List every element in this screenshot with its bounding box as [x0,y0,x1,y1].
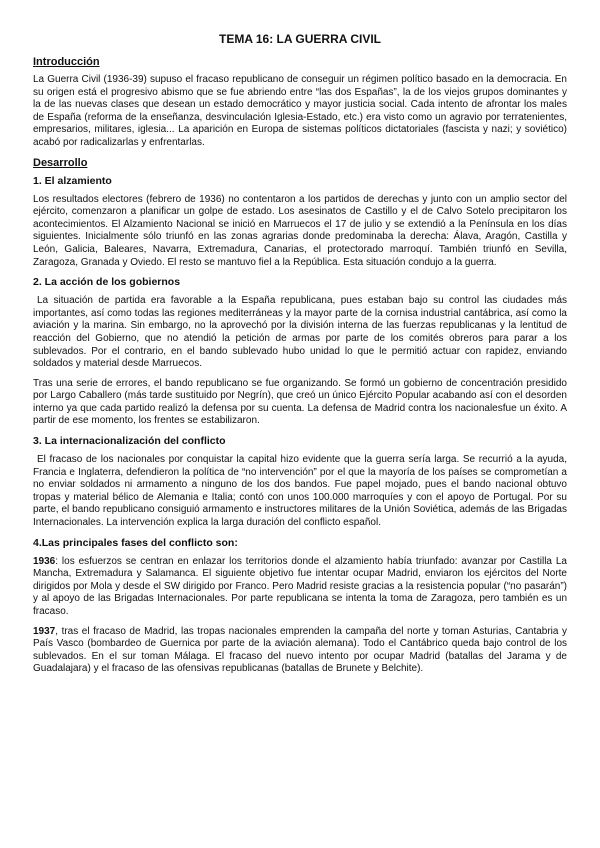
phase-1937-text: , tras el fracaso de Madrid, las tropas nacionales emprenden la campaña del norte y toman Asturias, Cantabria y País Vasco (bombardeo de Guernica por parte de la aviación alemana). Todo el Cantábrico queda bajo control de los sublevados. En el sur toman Málaga. El fracaso del nuevo intento por ocupar Madrid (batallas del Jarama y de Guadalajara) y el fracaso de las ofensivas republicanas (batallas de Brunete y Belchite). [33,625,567,675]
phase-1936-paragraph [33,556,567,619]
phase-1936-year: 1936 [33,555,56,567]
section-1-paragraph: Los resultados electores (febrero de 1936) no contentaron a los partidos de derechas y junto con un amplio sector del ejército, comenzaron a planificar un golpe de estado. Los asesinatos de Castillo y el de Calvo Sotelo precipitaron los acontecimientos. El Alzamiento Nacional se inició en Marruecos el 17 de julio y se extendió a la Península en los días siguientes. Inicialmente sólo triunfó en las zonas agrarias donde predominaba la derecha: Álava, Aragón, Castilla y León, Galicia, Baleares, Navarra, Extremadura, Canarias, el protectorado marroquí. También triunfó en Sevilla, Zaragoza, Granada y Oviedo. El resto se mantuvo fiel a la República. Esta situación condujo a la guerra. [33,193,567,268]
document-title: TEMA 16: LA GUERRA CIVIL [218,32,381,46]
section-2-heading: 2. La acción de los gobiernos [33,276,181,289]
phase-1937-year: 1937 [33,625,56,637]
section-2-paragraph-1: La situación de partida era favorable a la España republicana, pues estaban bajo su control las ciudades más importantes, así como todas las regiones mediterráneas y la mayor parte de la cornisa industrial cantábrica, así como la aviación y la marina. Sin embargo, no la aprovechó por la división interna de las fuerzas republicanas y la lentitud de reacción del Gobierno, que no atendió la petición de armas por parte de los comités obreros para parar a los sublevados. Por el contrario, en el bando sublevado hubo unidad lo que le permitió actuar con rapidez, enviando soldados y material desde Marruecos. [33,295,567,370]
intro-heading: Introducción [33,56,100,68]
phase-1936-text: : los esfuerzos se centran en enlazar los territorios donde el alzamiento había triunfado: avanzar por Castilla La Mancha, Extremadura y Salamanca. El siguiente objetivo fue intentar ocupar Madrid, enviaron los ejércitos del Norte dirigidos por Mola y desde el SW dirigido por Franco. Pero Madrid resiste gracias a la resistencia popular (“no pasarán”) y al apoyo de las Brigadas Internacionales. Por parte republicana se intenta la toma de Zaragoza, pero también es un fracaso. [33,555,567,617]
section-1-heading: 1. El alzamiento [33,174,112,187]
section-4-heading: 4.Las principales fases del conflicto son: [33,536,238,549]
section-3-paragraph: El fracaso de los nacionales por conquistar la capital hizo evidente que la guerra sería larga. Se recurrió a la ayuda, Francia e Inglaterra, defendieron la política de “no intervención” por el que la mayoría de los países se comprometían a no enviar soldados ni armamento a ninguno de los dos bandos. Fue papel mojado, pues el bando nacional obtuvo tropas y material bélico de Alemania e Italia; contó con unos 100.000 marroquíes y con el apoyo de Portugal. Por su parte, el bando republicano consiguió armamento e instructores militares de la Unión Soviética, además de las Brigadas Internacionales. La intervención explica la larga duración del conflicto español. [33,454,567,529]
section-2-paragraph-2: Tras una serie de errores, el bando republicano se fue organizando. Se formó un gobierno de concentración presidido por Largo Caballero (más tarde sustituido por Negrín), que creó un único Ejército Popular acabando así con el desorden interno ya que cada partido realizó la defensa por su cuenta. La defensa de Madrid contra los nacionalesfue un éxito. A partir de ese momento, los frentes se estabilizaron. [33,377,567,427]
desarrollo-heading: Desarrollo [33,156,88,169]
section-3-heading: 3. La internacionalización del conflicto [33,435,226,448]
phase-1937-paragraph [33,626,567,676]
intro-paragraph: La Guerra Civil (1936-39) supuso el fracaso republicano de conseguir un régimen político basado en la democracia. En su origen está el progresivo abismo que se fue abriendo entre “las dos Españas”, la de los viejos grupos dominantes y la de las nuevas clases que desean un estado democrático y mayor justicia social. Cada intento de afrontar los males de España (reforma de la enseñanza, desvinculación Iglesia-Estado, etc.) era visto como un agravio por terratenientes, empresarios, militares, iglesia... La aparición en Europa de sistemas políticos dictatoriales (fascista y nazi; y soviético) acabó por radicalizarlas y enfrentarlas. [33,74,567,148]
